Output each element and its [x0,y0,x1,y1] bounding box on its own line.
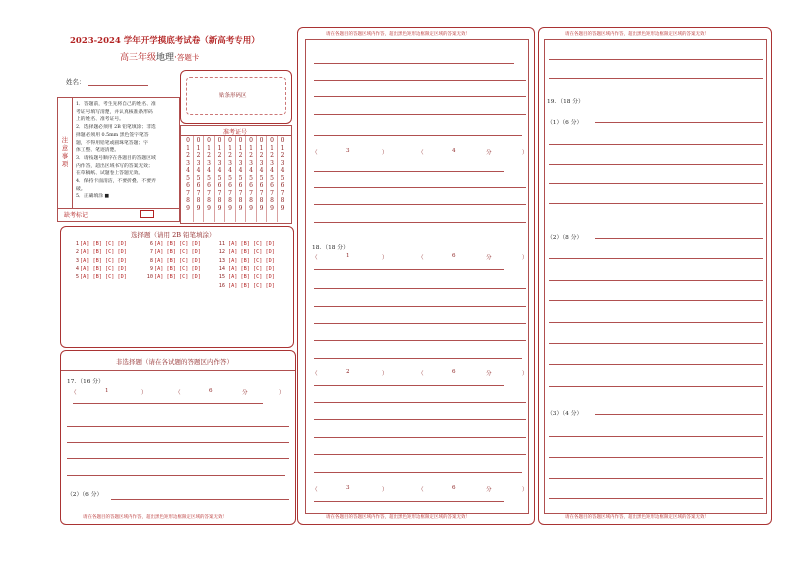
nonchoice-section [60,350,296,525]
answer-line[interactable] [314,437,526,438]
column-3-frame [544,39,767,514]
exam-digit-bubble[interactable]: 2 [249,152,253,159]
answer-line[interactable] [67,475,285,476]
subject-label: 地理 [156,53,175,63]
exam-column-divider [193,136,194,222]
note-line: 题，不得用铅笔或圆珠笔答题；字 [76,140,148,146]
exam-digit-bubble[interactable]: 9 [196,204,201,212]
warning-col2-bottom: 请在各题目的答题区域内作答，超出黑色矩形边框限定区域的答案无效！ [326,515,470,520]
exam-digit-bubble[interactable]: 2 [186,152,190,159]
answer-line[interactable] [314,402,526,403]
absent-label: 缺考标记 [64,212,89,219]
exam-digit-bubble[interactable]: 9 [217,204,222,212]
notes-list [76,101,178,201]
exam-digit-bubble[interactable]: 1 [217,144,222,152]
exam-column-divider [224,136,225,222]
exam-digit-bubble[interactable]: 0 [228,137,232,144]
exam-digit-bubble[interactable]: 3 [196,159,201,167]
exam-digit-column [237,137,245,212]
exam-digit-bubble[interactable]: 4 [238,167,243,174]
choice-number: 13 [218,257,225,264]
warning-col1: 请在各题目的答题区域内作答，超出黑色矩形边框限定区域的答案无效！ [83,515,227,520]
q17-label: 17．（16 分） [67,379,104,385]
exam-digit-bubble[interactable]: 7 [259,189,264,197]
q18-paren-right-e: ） [382,487,388,493]
answer-line[interactable] [73,403,263,404]
exam-digit-bubble[interactable]: 2 [270,152,274,159]
c2-unit-a: 分 [486,150,492,156]
exam-digit-bubble[interactable]: 8 [228,197,232,204]
exam-digit-bubble[interactable]: 2 [207,152,211,159]
answer-line[interactable] [549,364,763,365]
exam-digit-bubble[interactable]: 9 [238,204,243,212]
choice-number: 2 [75,249,79,256]
choice-number: 7 [149,249,153,256]
exam-digit-bubble[interactable]: 7 [280,189,285,197]
exam-digit-bubble[interactable]: 3 [259,159,264,167]
exam-digit-bubble[interactable]: 3 [186,159,190,167]
exam-digit-bubble[interactable]: 0 [249,137,253,144]
q17-answer-lines[interactable] [61,351,295,511]
grade-label: 高三年级 [120,53,157,63]
answer-line[interactable] [111,499,289,500]
note-line: 5．正确填涂 ■ [76,194,110,200]
exam-digit-bubble[interactable]: 5 [186,174,190,182]
q18-part-1: 1 [346,253,350,259]
exam-digit-bubble[interactable]: 6 [259,182,264,189]
exam-column-divider [266,136,267,222]
exam-digit-bubble[interactable]: 7 [249,189,253,197]
answer-line[interactable] [314,419,526,420]
exam-digit-bubble[interactable]: 6 [207,182,211,189]
choice-number: 12 [218,249,225,256]
exam-digit-bubble[interactable]: 5 [259,174,264,182]
exam-digit-bubble[interactable]: 5 [238,174,243,182]
exam-digit-bubble[interactable]: 8 [259,197,264,204]
answer-line[interactable] [314,135,522,136]
note-line: 破。 [76,186,86,192]
answer-line[interactable] [549,144,763,145]
q19-2-label: （2）（8 分） [547,235,583,241]
exam-digit-bubble[interactable]: 0 [207,137,211,144]
exam-digit-bubble[interactable]: 6 [217,182,222,189]
exam-column-divider [245,136,246,222]
exam-digit-bubble[interactable]: 1 [270,144,274,152]
exam-digit-bubble[interactable]: 6 [249,182,253,189]
exam-digit-bubble[interactable]: 3 [238,159,243,167]
exam-digit-bubble[interactable]: 1 [196,144,201,152]
c2-paren-right-a: ） [382,150,388,156]
q18-paren-left-e: （ [312,487,318,493]
choice-options-row[interactable]: [A] [B] [C] [D] [228,265,275,272]
q18-unit-c: 分 [486,487,492,493]
choice-number: 15 [218,274,225,281]
exam-digit-bubble[interactable]: 4 [186,167,190,174]
exam-digit-bubble[interactable]: 8 [249,197,253,204]
exam-digit-bubble[interactable]: 0 [186,137,190,144]
exam-digit-bubble[interactable]: 3 [228,159,232,167]
q18-paren-left-b: （ [418,255,424,261]
subtitle-separator: · [174,53,177,63]
q18-paren-left-f: （ [418,487,424,493]
exam-column-divider [214,136,215,222]
exam-digit-bubble[interactable]: 4 [207,167,211,174]
answer-card-label: 答题卡 [176,53,200,62]
answer-line[interactable] [314,204,526,205]
exam-digit-bubble[interactable]: 6 [270,182,274,189]
exam-digit-bubble[interactable]: 2 [259,152,264,159]
choice-options-row[interactable]: [A] [B] [C] [D] [228,257,275,264]
q18-paren-left-d: （ [418,371,424,377]
exam-digit-bubble[interactable]: 0 [270,137,274,144]
exam-number-grid [181,136,291,222]
q18-part-2: 2 [346,369,350,375]
c2-paren-left-a: （ [312,150,318,156]
choice-number: 8 [149,257,153,264]
exam-digit-bubble[interactable]: 6 [186,182,190,189]
note-line: 1．答题前，考生先将自己的姓名、准 [76,102,156,107]
exam-digit-column [268,137,276,212]
choice-options-row[interactable]: [A] [B] [C] [D] [154,274,201,281]
q18-paren-right-d: ） [522,371,528,377]
answer-line[interactable] [67,442,289,443]
exam-digit-bubble[interactable]: 6 [238,182,243,189]
exam-digit-bubble[interactable]: 3 [270,159,274,167]
exam-digit-bubble[interactable]: 5 [207,174,211,182]
exam-digit-bubble[interactable]: 5 [217,174,222,182]
c2-part-3: 3 [346,148,350,154]
exam-number-box [180,125,292,224]
exam-digit-bubble[interactable]: 1 [207,144,211,152]
exam-digit-bubble[interactable]: 8 [270,197,274,204]
exam-digit-bubble[interactable]: 5 [249,174,253,182]
answer-line[interactable] [314,501,504,502]
answer-line[interactable] [595,122,763,123]
exam-digit-bubble[interactable]: 3 [207,159,211,167]
q18-score-6c: 6 [452,485,456,491]
q18-paren-right-f: ） [522,487,528,493]
exam-digit-column [184,137,192,212]
exam-column-divider [235,136,236,222]
exam-digit-column [205,137,213,212]
c2-paren-right-b: ） [522,150,528,156]
notes-box [57,97,180,209]
column-2-frame [305,39,529,514]
answer-line[interactable] [549,258,763,259]
column-2-answer-lines[interactable] [306,40,528,513]
q17-paren-mid-right: ） [141,390,147,396]
exam-digit-bubble[interactable]: 7 [186,189,190,197]
exam-digit-bubble[interactable]: 5 [270,174,274,182]
exam-digit-bubble[interactable]: 8 [280,197,285,204]
q18-unit-b: 分 [486,371,492,377]
answer-line[interactable] [314,288,526,289]
nonchoice-title: 非选择题（请在各试题的答题区内作答） [116,358,233,366]
q18-paren-right-a: ） [382,255,388,261]
answer-line[interactable] [314,269,504,270]
answer-line[interactable] [549,280,763,281]
exam-number-label: 准考证号 [223,129,248,136]
choice-options-row[interactable]: [A] [B] [C] [D] [80,257,127,264]
exam-digit-bubble[interactable]: 7 [228,189,232,197]
choice-number: 6 [149,241,153,247]
note-line: 择题必须用 0.5mm 黑色签字笔答 [76,132,149,138]
exam-digit-bubble[interactable]: 4 [196,167,201,174]
exam-digit-bubble[interactable]: 4 [280,167,285,174]
note-line: 内作答，超出区域书写的答案无效； [76,163,153,169]
answer-line[interactable] [549,457,763,458]
name-label: 姓名： [66,78,86,86]
q19-3-label: （3）（4 分） [547,411,583,417]
exam-column-divider [256,136,257,222]
answer-line[interactable] [549,498,763,499]
name-field[interactable] [88,85,148,86]
exam-digit-bubble[interactable]: 9 [259,204,264,212]
exam-digit-bubble[interactable]: 3 [217,159,222,167]
exam-column-divider [277,136,278,222]
q17-part-number: 1 [105,388,109,394]
answer-line[interactable] [314,306,526,307]
q18-part-3: 3 [346,485,350,491]
answer-line[interactable] [595,414,763,415]
choice-options-row[interactable]: [A] [B] [C] [D] [80,274,127,281]
exam-digit-bubble[interactable]: 9 [186,204,190,212]
exam-digit-bubble[interactable]: 0 [238,137,243,144]
answer-line[interactable] [549,164,763,165]
choice-number: 10 [146,274,153,281]
answer-line[interactable] [595,238,763,239]
choice-number: 16 [218,282,225,289]
exam-digit-bubble[interactable]: 6 [196,182,201,189]
answer-line[interactable] [549,478,763,479]
exam-digit-bubble[interactable]: 0 [217,137,222,144]
exam-digit-bubble[interactable]: 9 [249,204,253,212]
exam-digit-bubble[interactable]: 8 [217,197,222,204]
answer-line[interactable] [314,171,504,172]
exam-digit-bubble[interactable]: 1 [259,144,264,152]
choice-number: 11 [218,241,225,247]
q18-score-6: 6 [452,253,456,259]
exam-digit-bubble[interactable]: 8 [238,197,243,204]
exam-digit-bubble[interactable]: 6 [228,182,232,189]
answer-line[interactable] [314,454,526,455]
answer-line[interactable] [549,322,763,323]
note-line: 3．请按题号顺序在各题目的答题区域 [76,155,156,161]
answer-line[interactable] [549,203,763,204]
exam-digit-bubble[interactable]: 9 [270,204,274,212]
exam-digit-bubble[interactable]: 6 [280,182,285,189]
exam-digit-bubble[interactable]: 0 [280,137,285,144]
absent-checkbox[interactable] [140,210,154,218]
exam-column-divider [203,136,204,222]
exam-digit-bubble[interactable]: 1 [228,144,232,152]
answer-line[interactable] [314,358,522,359]
exam-digit-bubble[interactable]: 2 [196,152,201,159]
exam-digit-bubble[interactable]: 8 [207,197,211,204]
choice-title: 选择题（请用 2B 铅笔填涂） [131,231,216,239]
exam-digit-bubble[interactable]: 4 [270,167,274,174]
choice-options-row[interactable]: [A] [B] [C] [D] [80,249,127,256]
exam-digit-bubble[interactable]: 7 [270,189,274,197]
choice-number: 4 [75,265,79,272]
choice-number: 9 [149,265,153,272]
choice-options-row[interactable]: [A] [B] [C] [D] [80,265,127,272]
answer-line[interactable] [67,458,289,459]
choice-options-row[interactable]: [A] [B] [C] [D] [228,274,275,281]
answer-line[interactable] [314,222,526,223]
card-subtitle [120,50,199,63]
choice-number: 14 [218,265,225,272]
exam-digit-bubble[interactable]: 7 [207,189,211,197]
exam-digit-bubble[interactable]: 8 [196,197,201,204]
exam-digit-bubble[interactable]: 2 [228,152,232,159]
answer-column-3 [538,27,772,525]
choice-number: 5 [75,274,79,281]
answer-line[interactable] [314,340,526,341]
exam-digit-bubble[interactable]: 4 [249,167,253,174]
exam-digit-bubble[interactable]: 7 [217,189,222,197]
c2-score-4: 4 [452,148,456,154]
exam-digit-column [258,137,266,212]
q17-score: 6 [209,388,213,394]
q19-1-label: （1）（6 分） [547,120,583,126]
answer-line[interactable] [549,386,763,387]
exam-digit-bubble[interactable]: 9 [228,204,232,212]
exam-digit-bubble[interactable]: 1 [280,144,285,152]
answer-line[interactable] [549,436,763,437]
exam-digit-column [247,137,255,212]
exam-digit-bubble[interactable]: 5 [228,174,232,182]
choice-number: 1 [75,241,79,247]
answer-line[interactable] [314,385,504,386]
exam-digit-column [195,137,203,212]
note-line: 2．选择题必须用 2B 铅笔填涂；非选 [76,125,156,131]
exam-digit-column [226,137,234,212]
exam-digit-bubble[interactable]: 4 [259,167,264,174]
choice-options-row[interactable]: [A] [B] [C] [D] [154,257,201,264]
answer-line[interactable] [549,183,763,184]
exam-digit-bubble[interactable]: 9 [207,204,211,212]
exam-digit-bubble[interactable]: 2 [217,152,222,159]
exam-digit-bubble[interactable]: 1 [186,144,190,152]
q17-paren-mid-left: （ [175,390,181,396]
choice-options-row[interactable]: [A] [B] [C] [D] [228,282,275,289]
choice-number: 3 [75,257,79,264]
answer-line[interactable] [314,472,522,473]
exam-digit-bubble[interactable]: 4 [228,167,232,174]
exam-digit-bubble[interactable]: 1 [249,144,253,152]
answer-line[interactable] [314,96,526,97]
notes-side-label: 注意事项 [61,136,69,168]
answer-line[interactable] [314,80,526,81]
answer-line[interactable] [67,426,289,427]
answer-line[interactable] [549,300,763,301]
q17-2-label: （2）（6 分） [67,492,103,498]
q18-score-6b: 6 [452,369,456,375]
note-line: 考证号填写清楚，并认真核准条形码 [76,109,153,115]
answer-line[interactable] [549,343,763,344]
choice-options-row[interactable]: [A] [B] [C] [D] [154,265,201,272]
q18-unit-a: 分 [486,255,492,261]
column-3-answer-lines[interactable] [545,40,766,513]
exam-digit-bubble[interactable]: 0 [259,137,264,144]
answer-line[interactable] [314,323,526,324]
exam-digit-column [216,137,224,212]
c2-paren-left-b: （ [418,150,424,156]
choice-options-row[interactable]: [A] [B] [C] [D] [154,249,201,256]
exam-digit-bubble[interactable]: 1 [238,144,243,152]
exam-digit-bubble[interactable]: 3 [249,159,253,167]
q18-paren-left-a: （ [312,255,318,261]
exam-digit-bubble[interactable]: 2 [238,152,243,159]
q18-paren-right-b: ） [522,255,528,261]
exam-digit-bubble[interactable]: 7 [238,189,243,197]
answer-line[interactable] [314,63,514,64]
choice-options-row[interactable]: [A] [B] [C] [D] [80,241,127,247]
note-line: 4．保持卡面清洁，不要折叠、不要弄 [76,179,156,185]
answer-line[interactable] [549,78,763,79]
absent-row [57,207,180,222]
exam-digit-bubble[interactable]: 2 [280,152,285,159]
note-line: 在草稿纸、试题卷上答题无效。 [76,171,144,177]
q18-label: 18．（18 分） [312,245,349,251]
choice-options-row[interactable]: [A] [B] [C] [D] [154,241,201,247]
exam-digit-bubble[interactable]: 5 [280,174,285,182]
q18-paren-right-c: ） [382,371,388,377]
exam-digit-bubble[interactable]: 4 [217,167,222,174]
note-line: 体工整、笔迹清楚。 [76,148,120,154]
barcode-label: 贴条形码区 [219,93,247,99]
answer-column-2 [297,27,535,525]
q18-paren-left-c: （ [312,371,318,377]
warning-col2-top: 请在各题目的答题区域内作答，超出黑色矩形边框限定区域的答案无效！ [326,32,470,37]
exam-digit-bubble[interactable]: 5 [196,174,201,182]
choice-section [60,226,294,348]
exam-digit-bubble[interactable]: 3 [280,159,285,167]
answer-line[interactable] [549,59,763,60]
exam-digit-bubble[interactable]: 7 [196,189,201,197]
exam-digit-column [279,137,287,212]
answer-line[interactable] [314,187,526,188]
q17-unit: 分 [242,390,248,396]
warning-col3-top: 请在各题目的答题区域内作答，超出黑色矩形边框限定区域的答案无效！ [565,32,709,37]
exam-digit-bubble[interactable]: 8 [186,197,190,204]
choice-grid [67,241,287,311]
notes-side-cell [58,98,73,208]
exam-title: 2023-2024 学年开学摸底考试卷（新高考专用） [70,36,260,46]
choice-options-row[interactable]: [A] [B] [C] [D] [228,241,275,247]
note-line: 上的姓名、准考证号。 [76,117,124,123]
exam-digit-bubble[interactable]: 9 [280,204,285,212]
q17-paren-right: ） [279,390,285,396]
q19-label: 19．（18 分） [547,99,584,105]
warning-col3-bottom: 请在各题目的答题区域内作答，超出黑色矩形边框限定区域的答案无效！ [565,515,709,520]
barcode-area [180,70,292,124]
q17-paren-left: （ [71,390,77,396]
exam-digit-bubble[interactable]: 0 [196,137,201,144]
answer-line[interactable] [314,114,526,115]
choice-options-row[interactable]: [A] [B] [C] [D] [228,249,275,256]
